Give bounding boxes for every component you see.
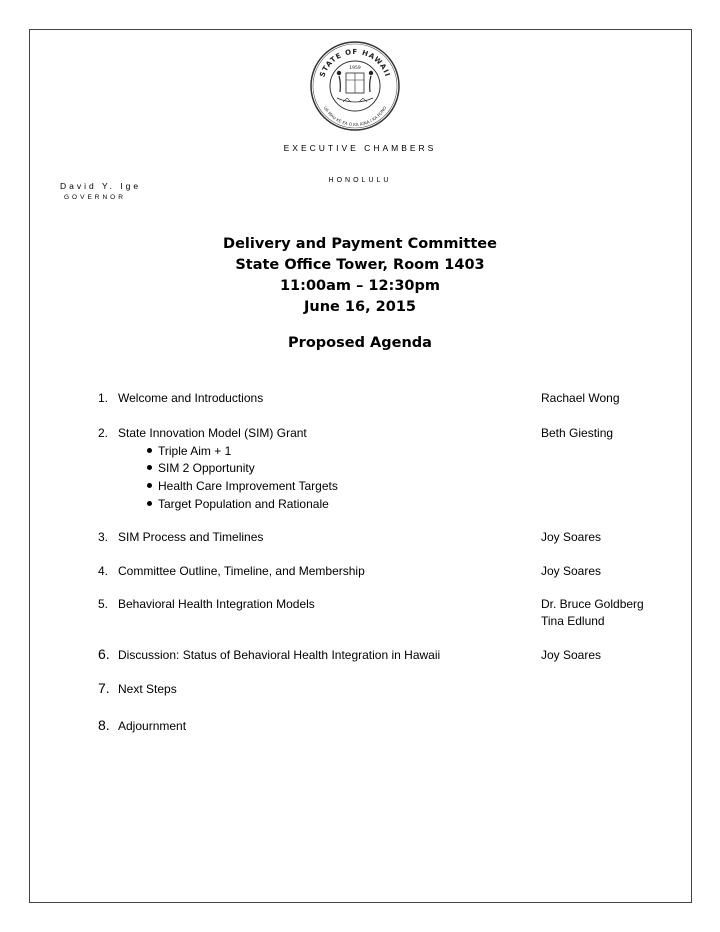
agenda-label: State Innovation Model (SIM) Grant [118,426,307,440]
agenda-label: SIM Process and Timelines [118,530,264,544]
committee-title: Delivery and Payment Committee [223,236,497,252]
agenda-presenter: Joy Soares [541,564,602,578]
agenda-number: 2. [98,426,109,440]
governor-name: David Y. Ige [60,181,142,191]
agenda-number: 5. [98,597,109,611]
agenda-presenter: Joy Soares [541,530,602,544]
office-heading: EXECUTIVE CHAMBERS [283,143,437,153]
bullet-icon [147,465,152,470]
agenda-label: Welcome and Introductions [118,391,264,405]
meeting-header [0,234,720,318]
agenda-presenter: Beth Giesting [541,426,614,440]
agenda-number: 8. [98,717,110,733]
meeting-date: June 16, 2015 [303,299,416,315]
state-seal-icon [309,40,401,132]
agenda-label: Adjournment [118,719,187,733]
agenda-subitem: SIM 2 Opportunity [147,461,255,475]
agenda-number: 4. [98,564,109,578]
agenda-presenter: Dr. Bruce Goldberg [541,597,644,611]
city-heading: HONOLULU [328,177,392,184]
page-border [29,29,692,903]
seal-motto: UA MAU KE EA O KA AINA I KA PONO [322,105,388,128]
agenda-label: Behavioral Health Integration Models [118,597,315,611]
agenda-presenter: Joy Soares [541,648,602,662]
meeting-time: 11:00am – 12:30pm [279,278,441,294]
agenda-number: 1. [98,391,109,405]
agenda-subitem: Health Care Improvement Targets [147,479,338,493]
agenda-number: 6. [98,646,110,662]
bullet-icon [147,483,152,488]
agenda-number: 7. [98,680,110,696]
seal-top-text: STATE OF HAWAII [318,47,392,79]
agenda-label: Next Steps [118,682,177,696]
meeting-location: State Office Tower, Room 1403 [235,257,485,273]
agenda-subitem: Triple Aim + 1 [147,444,231,458]
governor-title: GOVERNOR [64,194,126,201]
agenda-title: Proposed Agenda [288,335,432,351]
agenda-label: Discussion: Status of Behavioral Health Integration in Hawaii [118,648,441,662]
bullet-icon [147,501,152,506]
agenda-presenter: Tina Edlund [541,614,605,628]
agenda-label: Committee Outline, Timeline, and Membership [118,564,365,578]
agenda-subitem: Target Population and Rationale [147,497,329,511]
seal-year: 1959 [349,66,361,71]
agenda-number: 3. [98,530,109,544]
bullet-icon [147,448,152,453]
agenda-presenter: Rachael Wong [541,391,620,405]
